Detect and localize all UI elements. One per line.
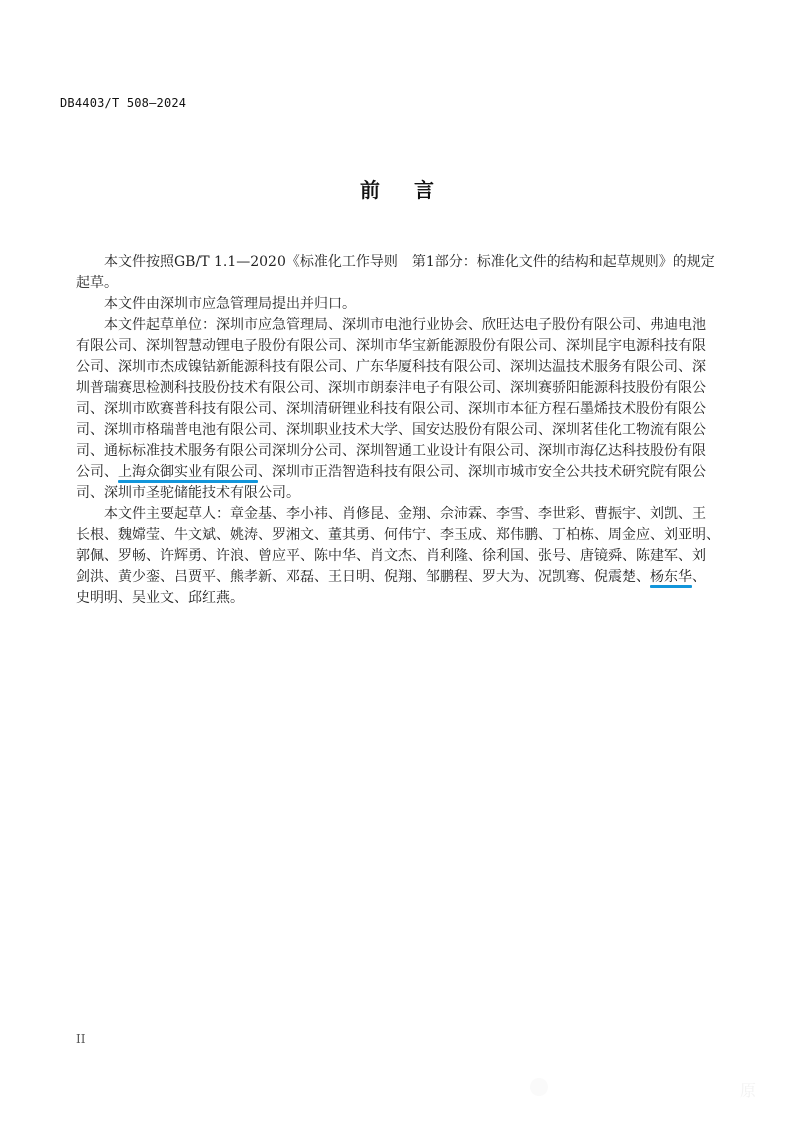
highlighted-company: 上海众御实业有限公司 (118, 464, 258, 480)
text-segment: 、 (692, 569, 706, 585)
watermark-logo-icon (530, 1078, 548, 1096)
paragraph-line: 本文件主要起草人：章金基、李小祎、肖修昆、金翔、佘沛霖、李雪、李世彩、曹振宇、刘凯、王 (104, 506, 706, 522)
paragraph-line: 本文件按照GB/T 1.1—2020《标准化工作导则 第1部分：标准化文件的结构和起草规则》的规定 (104, 254, 715, 270)
paragraph-line: 史明明、吴业文、邱红燕。 (76, 590, 244, 606)
paragraph-line (76, 567, 706, 588)
document-code: DB4403/T 508—2024 (60, 96, 187, 110)
paragraph-line: 司、深圳市格瑞普电池有限公司、深圳职业技术大学、国安达股份有限公司、深圳茗佳化工物流有限公 (76, 422, 706, 438)
paragraph-line: 长根、魏嫦莹、牛文斌、姚涛、罗湘文、董其勇、何伟宁、李玉成、郑伟鹏、丁柏栋、周金应、刘亚明、 (76, 527, 720, 543)
paragraph-line: 郭佩、罗畅、许辉勇、许浪、曾应平、陈中华、肖文杰、肖利隆、徐利国、张号、唐镜舜、陈建军、刘 (76, 548, 706, 564)
page-title: 前言 (360, 178, 468, 202)
text-segment: 剑洪、黄少銮、吕贾平、熊孝新、邓磊、王日明、倪翔、邹鹏程、罗大为、况凯骞、倪震楚、 (76, 569, 650, 585)
paragraph-line: 本文件由深圳市应急管理局提出并归口。 (104, 296, 356, 312)
page-number: II (76, 1032, 86, 1046)
paragraph-line: 本文件起草单位：深圳市应急管理局、深圳市电池行业协会、欣旺达电子股份有限公司、弗迪电池 (104, 317, 706, 333)
paragraph-line: 有限公司、深圳智慧动锂电子股份有限公司、深圳市华宝新能源股份有限公司、深圳昆宇电源科技有限 (76, 338, 706, 354)
text-segment: 、深圳市正浩智造科技有限公司、深圳市城市安全公共技术研究院有限公 (258, 464, 706, 480)
paragraph-line: 圳普瑞赛思检测科技股份技术有限公司、深圳市朗泰沣电子有限公司、深圳赛骄阳能源科技股份有限公 (76, 380, 706, 396)
paragraph-line (76, 462, 706, 483)
paragraph-line: 司、通标标准技术服务有限公司深圳分公司、深圳智通工业设计有限公司、深圳市海亿达科技股份有限 (76, 443, 706, 459)
watermark-text: 原 (740, 1081, 757, 1100)
paragraph-line: 司、深圳市欧赛普科技有限公司、深圳清研锂业科技有限公司、深圳市本征方程石墨烯技术股份有限公 (76, 401, 706, 417)
text-segment: 公司、 (76, 464, 118, 480)
paragraph-line: 司、深圳市圣驼储能技术有限公司。 (76, 485, 300, 501)
paragraph-line: 公司、深圳市杰成镍钴新能源科技有限公司、广东华厦科技有限公司、深圳达温技术服务有限公司、深 (76, 359, 706, 375)
paragraph-line: 起草。 (76, 275, 118, 291)
highlighted-name: 杨东华 (650, 569, 692, 585)
